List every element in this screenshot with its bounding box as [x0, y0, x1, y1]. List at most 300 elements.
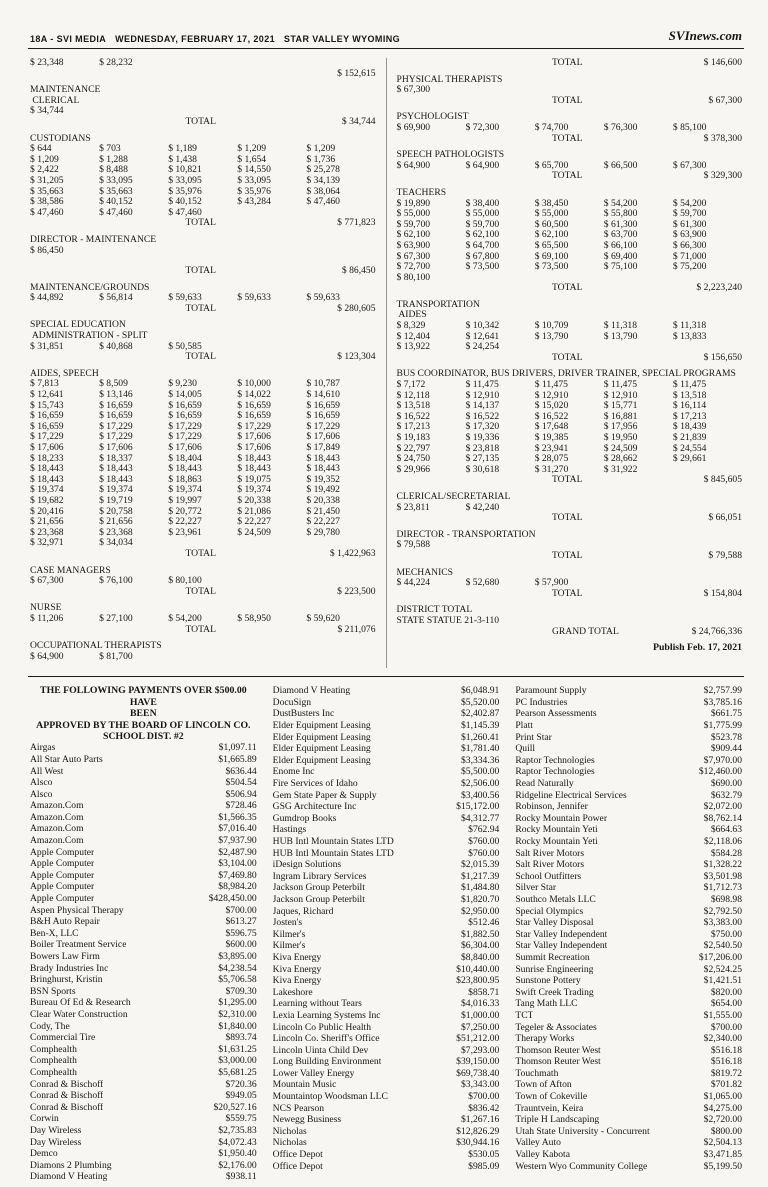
salary-amount: $ 20,772 [168, 505, 202, 517]
masthead [28, 28, 744, 44]
salary-amount: $ 64,900 [396, 159, 431, 171]
payment-row [515, 1045, 742, 1057]
payment-amount: $949.05 [225, 1090, 257, 1102]
payment-amount: $523.78 [710, 731, 743, 743]
payment-amount: $1,217.39 [460, 870, 500, 882]
payee-name: Learning without Tears [272, 998, 362, 1010]
payment-row [515, 1033, 742, 1045]
salary-amount: $ 22,797 [396, 442, 431, 454]
salary-block [30, 283, 376, 315]
total-amount: $ 152,615 [337, 67, 376, 79]
payment-amount: $5,520.00 [460, 696, 500, 708]
payee-name: Kilmer's [272, 928, 306, 940]
payment-amount: $30,944.16 [456, 1137, 500, 1149]
salary-amount: $ 1,438 [168, 153, 197, 165]
payment-row [30, 754, 257, 766]
salary-section-title: CLERICAL [30, 94, 80, 106]
payment-amount: $938.11 [225, 1171, 257, 1183]
salary-amount: $ 19,352 [306, 473, 340, 485]
payment-row [515, 801, 742, 813]
payee-name: Ben-X, LLC [30, 927, 79, 939]
salary-amount: $ 20,338 [306, 494, 340, 506]
total-label: TOTAL [185, 547, 216, 559]
payment-row [30, 1160, 257, 1172]
payment-amount: $1,484.80 [460, 882, 500, 894]
payee-name: Apple Computer [30, 881, 95, 893]
payment-row [30, 1148, 257, 1160]
total-label: TOTAL [551, 94, 583, 106]
payment-amount: $1,065.00 [703, 1091, 743, 1103]
salary-block [30, 641, 376, 662]
salary-amount: $ 18,443 [30, 473, 64, 485]
publish-date: Publish Feb. 17, 2021 [652, 642, 742, 654]
payment-amount: $4,238.54 [218, 962, 257, 974]
payee-name: Newegg Business [272, 1114, 342, 1126]
salary-amount: $ 33,095 [168, 174, 202, 186]
payment-amount: $2,950.00 [460, 905, 500, 917]
payment-row [515, 1149, 742, 1161]
payee-name: NCS Pearson [272, 1102, 325, 1114]
payment-row [273, 1045, 500, 1057]
salary-amount: $ 17,229 [306, 420, 340, 432]
salary-total-row [397, 134, 743, 145]
payment-row [273, 940, 500, 952]
salary-amount: $ 16,659 [168, 410, 202, 422]
salary-amount: $ 54,200 [168, 612, 202, 624]
salary-amount: $ 12,641 [30, 389, 64, 401]
total-label: TOTAL [185, 115, 216, 127]
payee-name: School Outfitters [515, 870, 582, 882]
salary-amount: $ 76,100 [99, 575, 133, 587]
salary-amount: $ 16,659 [306, 410, 340, 422]
payment-row [515, 859, 742, 871]
salary-amount: $ 17,229 [99, 431, 133, 443]
payment-row [515, 1010, 742, 1022]
salary-amount: $ 16,881 [603, 410, 638, 422]
salary-amount: $ 31,922 [603, 463, 638, 475]
salary-amount: $ 12,118 [396, 389, 430, 401]
salary-amount: $ 13,790 [603, 330, 638, 342]
payment-amount: $2,720.00 [703, 1114, 743, 1126]
salary-amount: $ 27,100 [99, 612, 133, 624]
payment-amount: $1,267.16 [460, 1114, 500, 1126]
payment-amount: $3,501.98 [703, 870, 743, 882]
payment-row [515, 743, 742, 755]
payment-amount: $69,738.40 [456, 1067, 500, 1079]
payment-row [30, 1090, 257, 1102]
total-amount: $ 34,744 [341, 115, 376, 127]
salary-amount: $ 19,374 [237, 484, 271, 496]
salary-amount: $ 75,100 [603, 261, 638, 273]
payment-amount: $5,681.25 [218, 1066, 257, 1078]
salary-amount: $ 17,229 [168, 420, 202, 432]
payment-row [515, 708, 742, 720]
payment-row [30, 1009, 257, 1021]
salary-amount: $ 75,200 [672, 261, 707, 273]
salary-amount: $ 35,663 [99, 185, 133, 197]
salary-amount: $ 66,100 [603, 239, 638, 251]
salary-amount: $ 18,863 [168, 473, 202, 485]
salary-amount: $ 44,892 [30, 292, 64, 304]
payment-amount: $39,150.00 [456, 1056, 500, 1068]
salary-block [30, 603, 376, 635]
total-label: TOTAL [551, 282, 583, 294]
payee-name: Pearson Assessments [515, 708, 597, 720]
payment-amount: $2,506.00 [460, 778, 500, 790]
salary-amount: $ 21,450 [306, 505, 340, 517]
salary-amount: $ 64,900 [30, 650, 64, 662]
payment-row [273, 1010, 500, 1022]
salary-amount: $ 65,700 [534, 159, 569, 171]
payee-name: Office Depot [272, 1149, 323, 1161]
salary-amount: $ 1,189 [168, 143, 197, 155]
payment-row [273, 778, 500, 790]
payment-amount: $664.63 [710, 824, 743, 836]
payment-row [273, 685, 500, 697]
salary-amount: $ 22,227 [306, 516, 340, 528]
salary-amount: $ 52,680 [465, 577, 500, 589]
payment-amount: $10,440.00 [456, 963, 500, 975]
salary-amount: $ 33,095 [99, 174, 133, 186]
salary-amount: $ 16,522 [396, 410, 431, 422]
salary-amount: $ 35,976 [237, 185, 271, 197]
payment-amount: $600.00 [225, 939, 257, 951]
salary-amount: $ 60,500 [534, 218, 569, 230]
payee-name: Clear Water Construction [30, 1008, 128, 1020]
salary-section-title: PSYCHOLOGIST [396, 111, 469, 123]
salary-amount: $ 703 [99, 143, 121, 155]
payment-row [30, 916, 257, 928]
salary-amount: $ 12,910 [603, 389, 638, 401]
payment-amount: $2,735.83 [218, 1124, 257, 1136]
salary-amount: $ 14,005 [168, 389, 202, 401]
payment-amount: $4,016.33 [460, 998, 500, 1010]
payee-name: Raptor Technologies [515, 766, 595, 778]
salary-amount: $ 34,139 [306, 174, 340, 186]
payment-row [515, 906, 742, 918]
payee-name: Kiva Energy [272, 975, 322, 987]
payment-row [30, 1044, 257, 1056]
payment-amount: $8,762.14 [703, 812, 743, 824]
salary-amount: $ 17,606 [237, 431, 271, 443]
total-amount: $ 146,600 [703, 57, 742, 68]
payment-amount: $893.74 [225, 1032, 257, 1044]
payee-name: Day Wireless [30, 1124, 82, 1136]
payment-amount: $820.00 [710, 986, 743, 998]
payee-name: Ridgeline Electrical Services [515, 789, 627, 801]
payment-row [30, 893, 257, 905]
salary-amount: $ 55,000 [396, 208, 431, 220]
salary-amount: $ 16,659 [237, 410, 271, 422]
salary-amount: $ 13,922 [396, 341, 431, 353]
payee-name: Aspen Physical Therapy [30, 904, 124, 916]
salary-amount: $ 29,661 [672, 453, 707, 465]
salary-section-title: ADMINISTRATION - SPLIT [30, 330, 148, 342]
salary-section-title: AIDES, SPEECH [30, 367, 99, 379]
salary-amount: $ 63,900 [672, 229, 707, 241]
salary-amount: $ 17,320 [465, 421, 500, 433]
salary-amount: $ 17,229 [99, 420, 133, 432]
total-amount: $ 771,823 [337, 217, 376, 229]
payment-row [30, 951, 257, 963]
salary-block [30, 566, 376, 598]
payment-amount: $15,172.00 [456, 801, 500, 813]
salary-amount: $ 1,654 [237, 153, 267, 165]
salary-section-title: NURSE [30, 602, 62, 614]
payee-name: Apple Computer [30, 846, 95, 858]
payee-name: Touchmath [515, 1067, 559, 1079]
salary-amount: $ 17,229 [30, 431, 64, 443]
payee-name: Airgas [30, 742, 56, 754]
salary-amount: $ 13,146 [99, 389, 133, 401]
salary-total-row [397, 58, 743, 69]
salary-amount: $ 17,849 [306, 442, 340, 453]
salary-amount: $ 12,404 [396, 330, 431, 342]
salary-amount: $ 22,227 [237, 516, 271, 528]
total-amount: $ 2,223,240 [696, 282, 742, 294]
payment-row [515, 685, 742, 697]
payment-amount: $2,792.50 [703, 905, 743, 917]
payment-amount: $584.28 [710, 847, 743, 859]
salary-amount: $ 33,095 [237, 174, 271, 186]
payment-row [515, 836, 742, 848]
payee-name: Demco [30, 1148, 58, 1160]
payee-name: Paramount Supply [515, 685, 587, 697]
payment-amount: $559.75 [225, 1113, 257, 1125]
payment-row [515, 824, 742, 836]
payee-name: Comphealth [30, 1055, 77, 1067]
payee-name: All Star Auto Parts [30, 753, 103, 765]
salary-amount: $ 31,851 [30, 340, 64, 352]
payee-name: Silver Star [515, 882, 557, 894]
payment-row [515, 1022, 742, 1034]
total-label: TOTAL [551, 512, 583, 524]
salary-amount: $ 54,200 [672, 197, 707, 209]
payment-row [30, 847, 257, 859]
payment-row [30, 1113, 257, 1125]
payment-row [30, 1067, 257, 1079]
total-amount: $ 378,300 [703, 132, 742, 144]
salary-amount: $ 13,833 [672, 330, 707, 342]
salary-block [397, 75, 743, 107]
payment-amount: $51,212.00 [456, 1033, 500, 1045]
payment-row [515, 1091, 742, 1103]
total-label: TOTAL [185, 302, 216, 314]
salary-amount: $ 14,610 [306, 389, 340, 401]
salary-amount: $ 59,700 [672, 208, 707, 220]
payment-row [30, 974, 257, 986]
payment-amount: $596.75 [225, 927, 257, 939]
payee-name: Lakeshore [272, 986, 313, 998]
salary-amount: $ 12,910 [534, 389, 569, 401]
payment-amount: $1,145.39 [460, 720, 500, 732]
payment-row [273, 848, 500, 860]
salary-amount: $ 69,900 [396, 121, 431, 133]
payment-row [515, 894, 742, 906]
salary-total-row [397, 353, 743, 364]
payee-name: Elder Equipment Leasing [272, 754, 371, 766]
payment-amount: $5,500.00 [460, 766, 500, 778]
payee-name: DustBusters Inc [272, 708, 335, 720]
payment-amount: $2,524.25 [703, 963, 743, 975]
payment-row [515, 1161, 742, 1173]
payee-name: Gumdrop Books [272, 812, 337, 824]
payment-amount: $3,400.56 [460, 789, 500, 801]
salary-amount: $ 11,475 [534, 379, 568, 391]
salary-amount: $ 17,213 [396, 421, 431, 433]
salary-amount: $ 15,771 [603, 400, 638, 412]
salary-amount: $ 69,100 [534, 250, 569, 262]
salary-total-row [30, 625, 376, 636]
salary-amount: $ 16,659 [30, 410, 64, 422]
salary-amount: $ 21,656 [30, 516, 64, 528]
salary-amount: $ 65,500 [534, 239, 569, 251]
payment-row [515, 1114, 742, 1126]
payee-name: Apple Computer [30, 858, 95, 870]
salary-amount: $ 1,209 [30, 153, 59, 165]
salary-block [397, 568, 743, 600]
payment-amount: $800.00 [710, 1125, 743, 1137]
payment-row [273, 906, 500, 918]
payee-name: Gem State Paper & Supply [272, 789, 377, 801]
salary-amount: $ 61,300 [603, 218, 638, 230]
total-amount: $ 67,300 [708, 94, 742, 106]
payee-name: Quill [515, 743, 536, 755]
salary-section-title: OCCUPATIONAL THERAPISTS [30, 640, 162, 652]
payment-row [273, 1022, 500, 1034]
total-amount: $ 24,766,336 [691, 625, 742, 637]
payee-name: Kiva Energy [272, 951, 322, 963]
salary-amount: $ 8,509 [99, 378, 128, 390]
salary-amount: $ 56,814 [99, 292, 133, 304]
salary-section-title: SPEECH PATHOLOGISTS [396, 149, 505, 161]
salary-amount: $ 47,460 [30, 206, 64, 218]
salary-amount: $ 11,206 [30, 612, 64, 624]
salary-amount: $ 73,500 [465, 261, 500, 273]
payee-name: Southco Metals LLC [515, 893, 596, 905]
salary-block [397, 300, 743, 364]
payment-amount: $512.46 [468, 917, 500, 929]
payment-amount: $1,882.50 [460, 928, 500, 940]
payment-row [515, 1079, 742, 1091]
salary-amount: $ 23,961 [168, 526, 202, 538]
payee-name: Bowers Law Firm [30, 951, 100, 962]
payment-amount: $1,566.35 [218, 811, 257, 823]
payments-heading-line: BEEN [129, 708, 157, 720]
payment-amount: $760.00 [468, 847, 500, 859]
salary-amount: $ 19,075 [237, 473, 271, 485]
payment-amount: $7,970.00 [703, 754, 743, 766]
payee-name: Amazon.Com [30, 835, 84, 847]
masthead-date: WEDNESDAY, FEBRUARY 17, 2021 [115, 34, 276, 44]
payments-heading-line: SCHOOL DIST. #2 [103, 730, 184, 742]
payment-row [30, 1055, 257, 1067]
salary-amount: $ 16,659 [30, 420, 64, 432]
payee-name: Lower Valley Energy [272, 1067, 355, 1079]
payee-name: Amazon.Com [30, 800, 84, 812]
payment-amount: $3,383.00 [703, 917, 743, 929]
payment-row [273, 755, 500, 767]
salary-amount: $ 66,300 [672, 239, 707, 251]
salary-section-title: AIDES [396, 309, 427, 321]
total-amount: $ 280,605 [337, 302, 376, 314]
salary-amount: $ 16,659 [237, 399, 271, 411]
salary-total-row [397, 171, 743, 182]
payment-row [273, 824, 500, 836]
payee-name: Diamond V Heating [30, 1171, 108, 1183]
payee-name: Platt [515, 720, 533, 732]
payment-row [515, 998, 742, 1010]
payment-row [515, 766, 742, 778]
payment-amount: $4,275.00 [703, 1102, 743, 1114]
salary-amount: $ 18,404 [168, 452, 202, 464]
payment-row [30, 800, 257, 812]
salary-amount: $ 69,400 [603, 250, 638, 262]
payee-name: Lincoln Co. Sheriff's Office [272, 1033, 380, 1045]
salary-amount: $ 24,750 [396, 453, 431, 465]
salary-amount: $ 19,719 [99, 494, 133, 506]
salary-amount: $ 11,318 [603, 320, 638, 332]
payment-row [273, 708, 500, 720]
payment-amount: $20,527.16 [213, 1101, 257, 1113]
salary-amount: $ 23,348 [30, 57, 64, 68]
payment-row [273, 1126, 500, 1138]
salary-amount: $ 18,443 [237, 463, 271, 475]
payment-row [515, 964, 742, 976]
salary-block [30, 369, 376, 560]
total-label: TOTAL [551, 132, 583, 144]
salary-amount: $ 16,659 [168, 399, 202, 411]
salary-amount: $ 23,941 [534, 442, 569, 454]
salary-amount: $ 64,700 [465, 239, 500, 251]
payment-row [273, 801, 500, 813]
payee-name: Alsco [30, 777, 53, 789]
payment-amount: $4,072.43 [218, 1136, 257, 1148]
payment-row [30, 870, 257, 882]
total-amount: $ 156,650 [703, 351, 742, 363]
salary-amount: $ 18,337 [99, 452, 133, 464]
payment-amount: $506.94 [225, 788, 257, 800]
payment-amount: $2,402.87 [460, 708, 500, 720]
salary-amount: $ 59,633 [306, 292, 340, 304]
salary-amount: $ 17,606 [99, 442, 133, 453]
salary-section-title: CUSTODIANS [30, 132, 91, 144]
salary-amount: $ 24,509 [237, 526, 271, 538]
payment-row [273, 1103, 500, 1115]
payment-amount: $1,840.00 [218, 1020, 257, 1032]
payment-row [30, 986, 257, 998]
payment-row [273, 975, 500, 987]
payee-name: Lincoln Co Public Health [272, 1021, 371, 1033]
salary-amount: $ 13,790 [534, 330, 569, 342]
payment-row [273, 929, 500, 941]
salary-amount: $ 29,966 [396, 463, 431, 475]
payment-amount: $709.30 [225, 985, 257, 997]
payee-name: DocuSign [272, 696, 312, 708]
total-amount: $ 79,588 [708, 549, 742, 561]
payment-amount: $750.00 [710, 928, 743, 940]
salary-section-title: MAINTENANCE [30, 84, 101, 96]
payment-amount: $23,800.95 [456, 975, 500, 987]
payment-row [515, 848, 742, 860]
salary-section-title: TEACHERS [396, 186, 447, 198]
payment-amount: $17,206.00 [698, 951, 743, 963]
salary-amount: $ 35,976 [168, 185, 202, 197]
salary-amount: $ 59,620 [306, 612, 340, 624]
payment-row [515, 755, 742, 767]
payment-amount: $858.71 [468, 986, 500, 998]
payee-name: BSN Sports [30, 985, 76, 997]
